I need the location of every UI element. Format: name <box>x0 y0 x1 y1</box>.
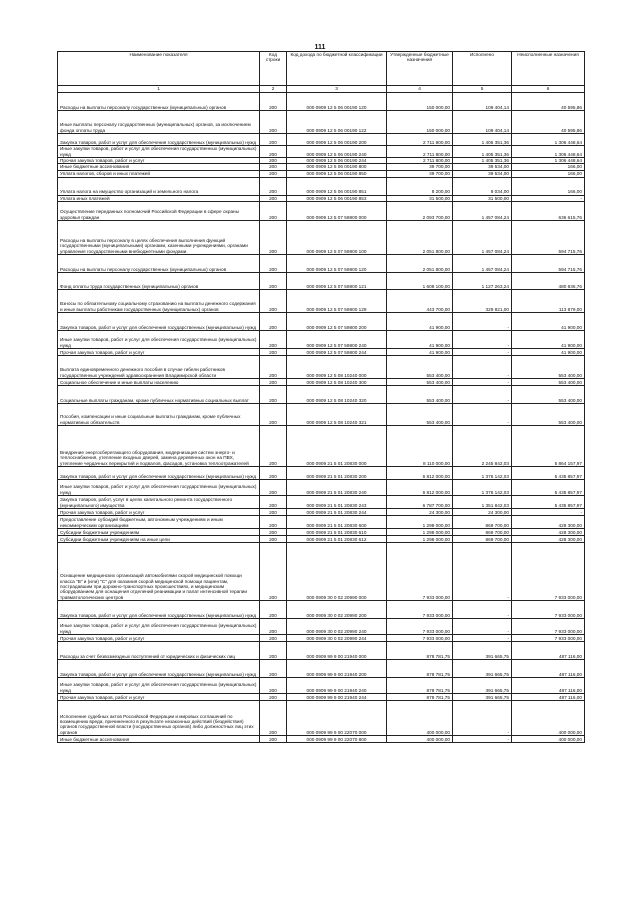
table-row <box>58 404 585 426</box>
table-row <box>58 221 585 255</box>
indicator-name-cell: Иные закупки товаров, работ и услуг для обеспечения государственных (муниципальных) нужд <box>58 619 260 635</box>
line-code-cell: 200 <box>260 195 287 201</box>
budget-code-cell: 000 0909 21 5 01 20830 240 <box>287 480 387 496</box>
header-row <box>58 52 585 86</box>
indicator-name-cell: Субсидии бюджетным учреждениям <box>58 529 260 536</box>
approved-amount-cell: 7 933 000,00 <box>387 635 453 642</box>
budget-code-cell: 000 0909 21 5 01 20830 200 <box>287 467 387 480</box>
line-code-cell: 200 <box>260 313 287 331</box>
executed-amount-cell: - <box>453 635 512 642</box>
executed-amount-cell: 1 127 263,24 <box>453 273 512 290</box>
unexecuted-amount-cell: - <box>512 509 585 516</box>
indicator-name-cell: Иные закупки товаров, работ и услуг для обеспечения государственных (муниципальных) нужд <box>58 146 260 158</box>
approved-amount-cell: 1 298 000,00 <box>387 536 453 543</box>
indicator-name-cell: Закупка товаров, работ и услуг для обеспечения государственных (муниципальных) нужд <box>58 313 260 331</box>
approved-amount-cell: 400 000,00 <box>387 701 453 736</box>
header-unexecuted: Неисполненные назначения <box>512 52 585 86</box>
executed-amount-cell: 2 245 842,03 <box>453 426 512 467</box>
executed-amount-cell: 1 405 351,36 <box>453 158 512 164</box>
unexecuted-amount-cell: 5 864 157,97 <box>512 426 585 467</box>
approved-amount-cell: 878 781,75 <box>387 694 453 701</box>
indicator-name-cell: Социальные выплаты гражданам, кроме публичных нормативных социальных выплат <box>58 386 260 404</box>
approved-amount-cell: 150 000,00 <box>387 111 453 134</box>
approved-amount-cell: 553 400,00 <box>387 386 453 404</box>
table-row <box>58 111 585 134</box>
table-row <box>58 177 585 195</box>
indicator-name-cell: Иные закупки товаров, работ и услуг для обеспечения государственных (муниципальных) нужд <box>58 678 260 694</box>
unexecuted-amount-cell: 7 933 000,00 <box>512 635 585 642</box>
budget-code-cell: 000 0909 21 5 01 20830 000 <box>287 426 387 467</box>
line-code-cell: 200 <box>260 404 287 426</box>
executed-amount-cell: 1 376 142,03 <box>453 467 512 480</box>
budget-code-cell: 000 0909 99 9 00 21940 244 <box>287 694 387 701</box>
line-code-cell: 200 <box>260 467 287 480</box>
line-code-cell: 200 <box>260 386 287 404</box>
approved-amount-cell: 150 000,00 <box>387 93 453 111</box>
indicator-name-cell: Расходы за счет безвозмездных поступлений от юридических и физических лиц <box>58 642 260 660</box>
indicator-name-cell: Закупка товаров, работ и услуг для обеспечения государственных (муниципальных) нужд <box>58 601 260 619</box>
budget-code-cell: 000 0909 21 5 01 20830 600 <box>287 516 387 529</box>
approved-amount-cell: 6 787 700,00 <box>387 496 453 509</box>
executed-amount-cell: 8 034,00 <box>453 177 512 195</box>
unexecuted-amount-cell: 7 933 000,00 <box>512 601 585 619</box>
executed-amount-cell: - <box>453 331 512 349</box>
budget-code-cell: 000 0909 12 5 08 10240 300 <box>287 379 387 386</box>
executed-amount-cell: 391 665,75 <box>453 694 512 701</box>
line-code-cell: 200 <box>260 509 287 516</box>
unexecuted-amount-cell: 428 300,00 <box>512 536 585 543</box>
table-row <box>58 660 585 678</box>
table-row <box>58 146 585 158</box>
executed-amount-cell: 869 700,00 <box>453 529 512 536</box>
approved-amount-cell: 1 298 000,00 <box>387 529 453 536</box>
approved-amount-cell: 8 200,00 <box>387 177 453 195</box>
table-row <box>58 467 585 480</box>
unexecuted-amount-cell: 428 300,00 <box>512 529 585 536</box>
unexecuted-amount-cell: 7 933 000,00 <box>512 543 585 601</box>
unexecuted-amount-cell: 553 400,00 <box>512 379 585 386</box>
indicator-name-cell: Иные закупки товаров, работ и услуг для обеспечения государственных (муниципальных) нужд <box>58 480 260 496</box>
line-code-cell: 200 <box>260 134 287 146</box>
budget-code-cell: 000 0909 99 9 00 21940 000 <box>287 642 387 660</box>
unexecuted-amount-cell: 594 715,76 <box>512 255 585 273</box>
budget-code-cell: 000 0909 99 9 00 22070 000 <box>287 701 387 736</box>
line-code-cell: 200 <box>260 516 287 529</box>
unexecuted-amount-cell: 487 116,00 <box>512 694 585 701</box>
unexecuted-amount-cell: 400 000,00 <box>512 736 585 743</box>
line-code-cell: 200 <box>260 426 287 467</box>
executed-amount-cell: 109 404,14 <box>453 93 512 111</box>
table-body <box>58 93 585 743</box>
budget-code-cell: 000 0909 21 5 01 20830 244 <box>287 509 387 516</box>
unexecuted-amount-cell: 487 116,00 <box>512 642 585 660</box>
executed-amount-cell: - <box>453 379 512 386</box>
executed-amount-cell: - <box>453 619 512 635</box>
approved-amount-cell: 39 700,00 <box>387 164 453 170</box>
unexecuted-amount-cell: 40 595,86 <box>512 93 585 111</box>
line-code-cell: 200 <box>260 601 287 619</box>
executed-amount-cell: 1 457 084,24 <box>453 221 512 255</box>
header-indicator-name: Наименование показателя <box>58 52 260 86</box>
budget-code-cell: 000 0909 12 5 06 00190 122 <box>287 111 387 134</box>
executed-amount-cell: 869 700,00 <box>453 536 512 543</box>
indicator-name-cell: Прочая закупка товаров, работ и услуг <box>58 509 260 516</box>
budget-code-cell: 000 0909 12 5 06 00190 244 <box>287 158 387 164</box>
budget-execution-table <box>57 51 585 743</box>
header-approved: Утвержденные бюджетные назначения <box>387 52 453 86</box>
line-code-cell: 200 <box>260 273 287 290</box>
approved-amount-cell: 41 900,00 <box>387 349 453 356</box>
column-number-row <box>58 86 585 93</box>
approved-amount-cell: 1 608 100,00 <box>387 273 453 290</box>
unexecuted-amount-cell: 40 595,86 <box>512 111 585 134</box>
header-budget-code: Код дохода по бюджетной классификации <box>287 52 387 86</box>
budget-code-cell: 000 0909 30 0 02 20990 000 <box>287 543 387 601</box>
unexecuted-amount-cell: 487 116,00 <box>512 678 585 694</box>
line-code-cell: 200 <box>260 202 287 221</box>
table-row <box>58 701 585 736</box>
unexecuted-amount-cell: 1 306 448,64 <box>512 146 585 158</box>
approved-amount-cell: 553 400,00 <box>387 356 453 379</box>
table-row <box>58 331 585 349</box>
budget-code-cell: 000 0909 21 5 01 20830 243 <box>287 496 387 509</box>
table-row <box>58 426 585 467</box>
line-code-cell: 200 <box>260 701 287 736</box>
approved-amount-cell: 2 711 800,00 <box>387 158 453 164</box>
approved-amount-cell: 443 700,00 <box>387 290 453 313</box>
indicator-name-cell: Прочая закупка товаров, работ и услуг <box>58 349 260 356</box>
table-row <box>58 290 585 313</box>
indicator-name-cell: Иные бюджетные ассигнования <box>58 736 260 743</box>
indicator-name-cell: Внедрение энергосберегающего оборудования, модернизация систем энерго- и теплоснабжения, утепление входных дверей, замена деревянных окон на ПВХ, утепление чердачных перекрытий и подвалов, фасадов, установка теплоотражателей <box>58 426 260 467</box>
table-row <box>58 619 585 635</box>
table-row <box>58 678 585 694</box>
indicator-name-cell: Выплата единовременного денежного пособия в случае гибели работников государственных учреждений здравоохранения Владимирской области <box>58 356 260 379</box>
executed-amount-cell: 1 405 351,36 <box>453 134 512 146</box>
budget-code-cell: 000 0909 12 5 07 59800 100 <box>287 221 387 255</box>
table-row <box>58 93 585 111</box>
executed-amount-cell: 39 534,00 <box>453 170 512 177</box>
indicator-name-cell: Иные закупки товаров, работ и услуг для обеспечения государственных (муниципальных) нужд <box>58 331 260 349</box>
indicator-name-cell: Пособия, компенсации и иные социальные выплаты гражданам, кроме публичных нормативных обязательств <box>58 404 260 426</box>
executed-amount-cell: 1 457 084,24 <box>453 202 512 221</box>
table-row <box>58 255 585 273</box>
budget-code-cell: 000 0909 12 5 07 59800 200 <box>287 313 387 331</box>
line-code-cell: 200 <box>260 164 287 170</box>
table-row <box>58 158 585 164</box>
table-row <box>58 356 585 379</box>
indicator-name-cell: Уплата налогов, сборов и иных платежей <box>58 170 260 177</box>
unexecuted-amount-cell: 41 900,00 <box>512 313 585 331</box>
column-number: 2 <box>260 86 287 93</box>
line-code-cell: 200 <box>260 111 287 134</box>
budget-code-cell: 000 0909 12 5 07 59800 000 <box>287 202 387 221</box>
unexecuted-amount-cell: 5 435 857,97 <box>512 467 585 480</box>
indicator-name-cell: Предоставление субсидий бюджетным, автономным учреждениям и иным некоммерческим организациям <box>58 516 260 529</box>
approved-amount-cell: 878 781,75 <box>387 642 453 660</box>
indicator-name-cell: Прочая закупка товаров, работ и услуг <box>58 694 260 701</box>
executed-amount-cell: 1 457 084,24 <box>453 255 512 273</box>
budget-code-cell: 000 0909 12 5 06 00190 120 <box>287 93 387 111</box>
line-code-cell: 200 <box>260 158 287 164</box>
budget-code-cell: 000 0909 12 5 06 00190 200 <box>287 134 387 146</box>
approved-amount-cell: 2 711 800,00 <box>387 134 453 146</box>
line-code-cell: 200 <box>260 736 287 743</box>
executed-amount-cell: 24 300,00 <box>453 509 512 516</box>
table-row <box>58 202 585 221</box>
indicator-name-cell: Расходы на выплаты персоналу в целях обеспечения выполнения функций государственными (муниципальными) органами, казенными учреждениями, органами управления государственными внебюджетными фондами <box>58 221 260 255</box>
approved-amount-cell: 7 933 000,00 <box>387 619 453 635</box>
executed-amount-cell: - <box>453 349 512 356</box>
line-code-cell: 200 <box>260 379 287 386</box>
line-code-cell: 200 <box>260 635 287 642</box>
indicator-name-cell: Закупка товаров, работ и услуг для обеспечения государственных (муниципальных) нужд <box>58 134 260 146</box>
approved-amount-cell: 6 812 000,00 <box>387 480 453 496</box>
indicator-name-cell: Расходы на выплаты персоналу государственных (муниципальных) органов <box>58 255 260 273</box>
indicator-name-cell: Прочая закупка товаров, работ и услуг <box>58 635 260 642</box>
column-number: 6 <box>512 86 585 93</box>
unexecuted-amount-cell: 166,00 <box>512 177 585 195</box>
executed-amount-cell: 1 376 142,03 <box>453 480 512 496</box>
budget-code-cell: 000 0909 21 5 01 20830 610 <box>287 529 387 536</box>
budget-code-cell: 000 0909 21 5 01 20830 612 <box>287 536 387 543</box>
executed-amount-cell: 391 665,75 <box>453 642 512 660</box>
line-code-cell: 200 <box>260 170 287 177</box>
budget-code-cell: 000 0909 12 5 06 00190 800 <box>287 164 387 170</box>
indicator-name-cell: Закупка товаров, работ, услуг в целях капитального ремонта государственного (муниципального) имущества <box>58 496 260 509</box>
line-code-cell: 200 <box>260 619 287 635</box>
approved-amount-cell: 39 700,00 <box>387 170 453 177</box>
table-row <box>58 273 585 290</box>
executed-amount-cell: 31 500,00 <box>453 195 512 201</box>
approved-amount-cell: 24 300,00 <box>387 509 453 516</box>
indicator-name-cell: Иные выплаты персоналу государственных (муниципальных) органов, за исключением фонда оплаты труда <box>58 111 260 134</box>
line-code-cell: 200 <box>260 543 287 601</box>
line-code-cell: 200 <box>260 221 287 255</box>
header-executed: Исполнено <box>453 52 512 86</box>
executed-amount-cell: - <box>453 386 512 404</box>
unexecuted-amount-cell: 7 933 000,00 <box>512 619 585 635</box>
budget-code-cell: 000 0909 12 5 06 00190 853 <box>287 195 387 201</box>
line-code-cell: 200 <box>260 496 287 509</box>
table-row <box>58 635 585 642</box>
unexecuted-amount-cell: 553 400,00 <box>512 404 585 426</box>
line-code-cell: 200 <box>260 480 287 496</box>
table-row <box>58 480 585 496</box>
unexecuted-amount-cell: 636 615,76 <box>512 202 585 221</box>
approved-amount-cell: 31 500,00 <box>387 195 453 201</box>
executed-amount-cell: - <box>453 701 512 736</box>
line-code-cell: 200 <box>260 694 287 701</box>
table-row <box>58 496 585 509</box>
unexecuted-amount-cell: 594 715,76 <box>512 221 585 255</box>
budget-code-cell: 000 0909 12 5 06 00190 850 <box>287 170 387 177</box>
table-row <box>58 543 585 601</box>
budget-code-cell: 000 0909 30 0 02 20990 244 <box>287 635 387 642</box>
unexecuted-amount-cell: 41 900,00 <box>512 331 585 349</box>
unexecuted-amount-cell: 5 435 857,97 <box>512 496 585 509</box>
table-row <box>58 642 585 660</box>
indicator-name-cell: Фонд оплаты труда государственных (муниципальных) органов <box>58 273 260 290</box>
approved-amount-cell: 1 298 000,00 <box>387 516 453 529</box>
executed-amount-cell: - <box>453 356 512 379</box>
executed-amount-cell: 1 351 842,03 <box>453 496 512 509</box>
approved-amount-cell: 2 051 800,00 <box>387 221 453 255</box>
table-row <box>58 349 585 356</box>
column-number: 1 <box>58 86 260 93</box>
line-code-cell: 200 <box>260 146 287 158</box>
line-code-cell: 200 <box>260 536 287 543</box>
budget-code-cell: 000 0909 12 5 08 10240 000 <box>287 356 387 379</box>
unexecuted-amount-cell: 1 306 448,64 <box>512 134 585 146</box>
indicator-name-cell: Закупка товаров, работ и услуг для обеспечения государственных (муниципальных) нужд <box>58 660 260 678</box>
budget-code-cell: 000 0909 99 9 00 21940 240 <box>287 678 387 694</box>
unexecuted-amount-cell: 400 000,00 <box>512 701 585 736</box>
budget-code-cell: 000 0909 12 5 07 59800 121 <box>287 273 387 290</box>
line-code-cell: 200 <box>260 349 287 356</box>
table-row <box>58 379 585 386</box>
executed-amount-cell: 869 700,00 <box>453 516 512 529</box>
table-row <box>58 509 585 516</box>
line-code-cell: 200 <box>260 290 287 313</box>
unexecuted-amount-cell: - <box>512 195 585 201</box>
page-number: 111 <box>314 44 326 51</box>
approved-amount-cell: 2 711 800,00 <box>387 146 453 158</box>
executed-amount-cell: 1 405 351,36 <box>453 146 512 158</box>
budget-code-cell: 000 0909 12 5 07 59800 129 <box>287 290 387 313</box>
indicator-name-cell: Взносы по обязательному социальному страхованию на выплаты денежного содержания и иные выплаты работникам государственных (муниципальных) органов <box>58 290 260 313</box>
line-code-cell: 200 <box>260 642 287 660</box>
unexecuted-amount-cell: 487 116,00 <box>512 660 585 678</box>
indicator-name-cell: Осуществление переданных полномочий Российской Федерации в сфере охраны здоровья граждан <box>58 202 260 221</box>
approved-amount-cell: 878 781,75 <box>387 678 453 694</box>
indicator-name-cell: Социальное обеспечение и иные выплаты населению <box>58 379 260 386</box>
executed-amount-cell: - <box>453 543 512 601</box>
line-code-cell: 200 <box>260 255 287 273</box>
line-code-cell: 200 <box>260 93 287 111</box>
budget-code-cell: 000 0909 12 5 07 59800 244 <box>287 349 387 356</box>
unexecuted-amount-cell: 5 435 857,97 <box>512 480 585 496</box>
table-row <box>58 134 585 146</box>
table-row <box>58 601 585 619</box>
indicator-name-cell: Уплата иных платежей <box>58 195 260 201</box>
approved-amount-cell: 553 400,00 <box>387 379 453 386</box>
approved-amount-cell: 7 933 000,00 <box>387 601 453 619</box>
indicator-name-cell: Исполнение судебных актов Российской Федерации и мировых соглашений по возмещению вреда, причиненного в результате незаконных действий (бездействия) органов государственной власти (государственных органов) либо должностных лиц этих органов <box>58 701 260 736</box>
table-row <box>58 386 585 404</box>
line-code-cell: 200 <box>260 660 287 678</box>
executed-amount-cell: - <box>453 601 512 619</box>
line-code-cell: 200 <box>260 177 287 195</box>
budget-code-cell: 000 0909 12 5 06 00190 851 <box>287 177 387 195</box>
budget-code-cell: 000 0909 30 0 02 20990 240 <box>287 619 387 635</box>
table-row <box>58 313 585 331</box>
budget-code-cell: 000 0909 12 5 08 10240 321 <box>287 404 387 426</box>
table-row <box>58 170 585 177</box>
unexecuted-amount-cell: 1 306 448,64 <box>512 158 585 164</box>
approved-amount-cell: 400 000,00 <box>387 736 453 743</box>
unexecuted-amount-cell: 480 836,76 <box>512 273 585 290</box>
unexecuted-amount-cell: 553 400,00 <box>512 386 585 404</box>
unexecuted-amount-cell: 553 400,00 <box>512 356 585 379</box>
table-row <box>58 516 585 529</box>
indicator-name-cell: Субсидии бюджетным учреждениям на иные цели <box>58 536 260 543</box>
budget-code-cell: 000 0909 12 5 06 00190 240 <box>287 146 387 158</box>
executed-amount-cell: - <box>453 313 512 331</box>
table-row <box>58 536 585 543</box>
approved-amount-cell: 41 900,00 <box>387 313 453 331</box>
approved-amount-cell: 2 051 800,00 <box>387 255 453 273</box>
approved-amount-cell: 41 900,00 <box>387 331 453 349</box>
table-row <box>58 694 585 701</box>
executed-amount-cell: 39 534,00 <box>453 164 512 170</box>
table-row <box>58 736 585 743</box>
budget-code-cell: 000 0909 30 0 02 20990 200 <box>287 601 387 619</box>
approved-amount-cell: 2 093 700,00 <box>387 202 453 221</box>
executed-amount-cell: 109 404,14 <box>453 111 512 134</box>
executed-amount-cell: 329 821,00 <box>453 290 512 313</box>
table-row <box>58 529 585 536</box>
column-number: 5 <box>453 86 512 93</box>
line-code-cell: 200 <box>260 529 287 536</box>
unexecuted-amount-cell: 166,00 <box>512 170 585 177</box>
approved-amount-cell: 7 933 000,00 <box>387 543 453 601</box>
column-number: 3 <box>287 86 387 93</box>
line-code-cell: 200 <box>260 331 287 349</box>
unexecuted-amount-cell: 113 879,00 <box>512 290 585 313</box>
line-code-cell: 200 <box>260 678 287 694</box>
approved-amount-cell: 878 781,75 <box>387 660 453 678</box>
indicator-name-cell: Оснащение медицинских организаций автомобилями скорой медицинской помощи класса "В" и (или) "С" для оказания скорой медицинской помощи пациентам, пострадавшим при дорожно-транспортных происшествиях, и медицинским оборудованием для оснащения отделений реанимации и палат интенсивной терапии травматологических центров <box>58 543 260 601</box>
unexecuted-amount-cell: 428 300,00 <box>512 516 585 529</box>
indicator-name-cell: Уплата налога на имущество организаций и земельного налога <box>58 177 260 195</box>
unexecuted-amount-cell: 166,00 <box>512 164 585 170</box>
header-line-code: Код строки <box>260 52 287 86</box>
budget-code-cell: 000 0909 99 9 00 21940 200 <box>287 660 387 678</box>
approved-amount-cell: 6 812 000,00 <box>387 467 453 480</box>
unexecuted-amount-cell: 41 900,00 <box>512 349 585 356</box>
budget-code-cell: 000 0909 12 5 07 59800 240 <box>287 331 387 349</box>
executed-amount-cell: - <box>453 736 512 743</box>
approved-amount-cell: 553 400,00 <box>387 404 453 426</box>
indicator-name-cell: Закупка товаров, работ и услуг для обеспечения государственных (муниципальных) нужд <box>58 467 260 480</box>
indicator-name-cell: Расходы на выплаты персоналу государственных (муниципальных) органов <box>58 93 260 111</box>
indicator-name-cell: Прочая закупка товаров, работ и услуг <box>58 158 260 164</box>
executed-amount-cell: 391 665,75 <box>453 678 512 694</box>
executed-amount-cell: - <box>453 404 512 426</box>
column-number: 4 <box>387 86 453 93</box>
budget-code-cell: 000 0909 12 5 07 59800 120 <box>287 255 387 273</box>
budget-code-cell: 000 0909 12 5 08 10240 320 <box>287 386 387 404</box>
executed-amount-cell: 391 665,75 <box>453 660 512 678</box>
line-code-cell: 200 <box>260 356 287 379</box>
indicator-name-cell: Иные бюджетные ассигнования <box>58 164 260 170</box>
budget-code-cell: 000 0909 99 9 00 22070 800 <box>287 736 387 743</box>
approved-amount-cell: 8 110 000,00 <box>387 426 453 467</box>
